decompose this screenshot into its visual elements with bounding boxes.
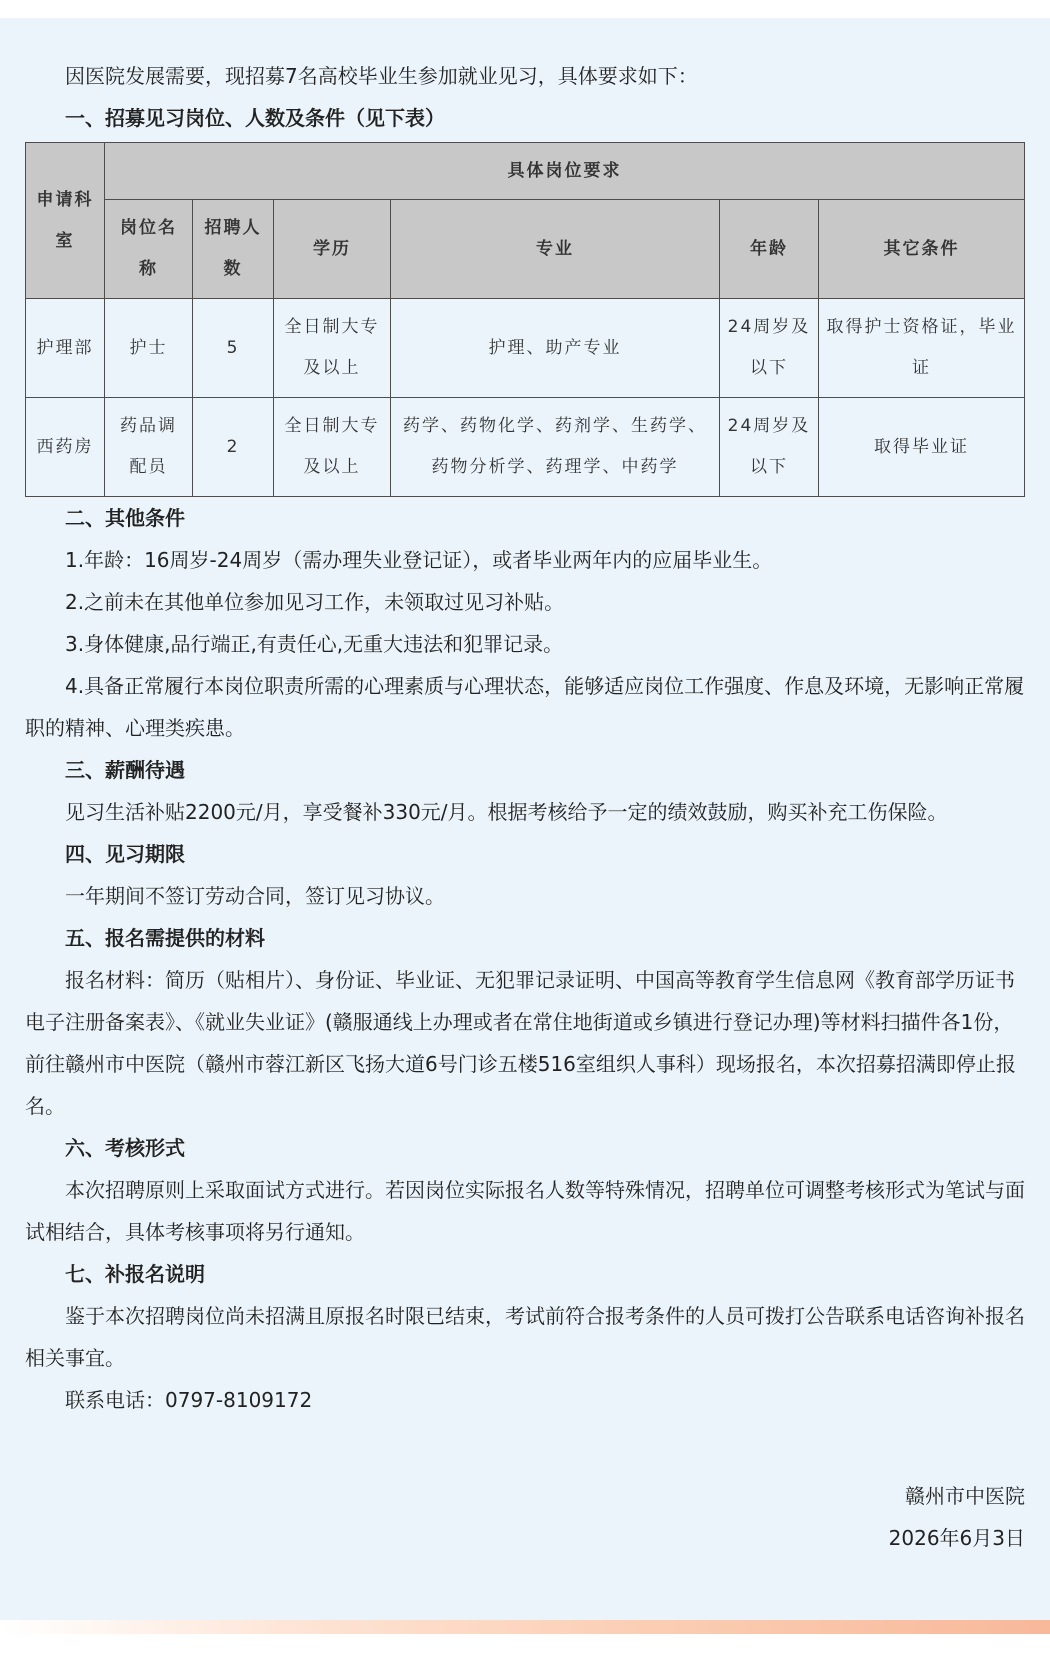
header-group: 具体岗位要求 [105, 143, 1025, 200]
section5-text: 报名材料：简历（贴相片）、身份证、毕业证、无犯罪记录证明、中国高等教育学生信息网《教育部学历证书电子注册备案表》、《就业失业证》(赣服通线上办理或者在常住地街道或乡镇进行登记办理)等材料扫描件各1份，前往赣州市中医院（赣州市蓉江新区飞扬大道6号门诊五楼516室组织人事科）现场报名，本次招募招满即停止报名。 [25, 968, 1016, 1118]
signature-org: 赣州市中医院 [905, 1484, 1025, 1508]
decorative-gradient-strip [0, 1620, 1050, 1634]
cell-position: 护士 [105, 299, 193, 398]
header-major: 专业 [391, 200, 720, 299]
cell-education: 全日制大专及以上 [274, 398, 391, 497]
section4-heading: 四、见习期限 [65, 842, 185, 866]
signature-date: 2026年6月3日 [888, 1526, 1025, 1550]
section3-heading: 三、薪酬待遇 [65, 758, 185, 782]
section7-text: 鉴于本次招聘岗位尚未招满且原报名时限已结束，考试前符合报考条件的人员可拨打公告联系电话咨询补报名相关事宜。 [25, 1304, 1025, 1370]
document-content [25, 55, 1025, 1559]
section3-text: 见习生活补贴2200元/月，享受餐补330元/月。根据考核给予一定的绩效鼓励，购买补充工伤保险。 [65, 800, 948, 824]
section5-heading: 五、报名需提供的材料 [65, 926, 265, 950]
header-dept: 申请科室 [26, 143, 105, 299]
section2-heading: 二、其他条件 [65, 506, 185, 530]
section2-item-2: 2.之前未在其他单位参加见习工作，未领取过见习补贴。 [65, 590, 565, 614]
header-other: 其它条件 [819, 200, 1025, 299]
cell-education: 全日制大专及以上 [274, 299, 391, 398]
cell-dept: 护理部 [26, 299, 105, 398]
header-age: 年龄 [720, 200, 819, 299]
table-row [26, 299, 1025, 398]
cell-count: 2 [193, 398, 274, 497]
header-count: 招聘人数 [193, 200, 274, 299]
section2-item-3: 3.身体健康,品行端正,有责任心,无重大违法和犯罪记录。 [65, 632, 564, 656]
cell-other: 取得护士资格证，毕业证 [819, 299, 1025, 398]
cell-dept: 西药房 [26, 398, 105, 497]
section1-heading: 一、招募见习岗位、人数及条件（见下表） [65, 106, 445, 130]
section7-heading: 七、补报名说明 [65, 1262, 205, 1286]
contact-phone: 联系电话：0797-8109172 [65, 1388, 313, 1412]
intro-paragraph: 因医院发展需要，现招募7名高校毕业生参加就业见习，具体要求如下： [65, 64, 698, 88]
section6-text: 本次招聘原则上采取面试方式进行。若因岗位实际报名人数等特殊情况，招聘单位可调整考核形式为笔试与面试相结合，具体考核事项将另行通知。 [25, 1178, 1025, 1244]
cell-age: 24周岁及以下 [720, 299, 819, 398]
section4-text: 一年期间不签订劳动合同，签订见习协议。 [65, 884, 445, 908]
cell-position: 药品调配员 [105, 398, 193, 497]
spacer [25, 1421, 1025, 1475]
section2-item-1: 1.年龄：16周岁-24周岁（需办理失业登记证），或者毕业两年内的应届毕业生。 [65, 548, 773, 572]
table-header-row [26, 143, 1025, 200]
positions-table [25, 142, 1025, 497]
cell-other: 取得毕业证 [819, 398, 1025, 497]
section6-heading: 六、考核形式 [65, 1136, 185, 1160]
cell-major: 护理、助产专业 [391, 299, 720, 398]
table-row [26, 398, 1025, 497]
cell-count: 5 [193, 299, 274, 398]
cell-age: 24周岁及以下 [720, 398, 819, 497]
section2-item-4: 4.具备正常履行本岗位职责所需的心理素质与心理状态，能够适应岗位工作强度、作息及环境，无影响正常履职的精神、心理类疾患。 [25, 674, 1025, 740]
cell-major: 药学、药物化学、药剂学、生药学、药物分析学、药理学、中药学 [391, 398, 720, 497]
table-subheader-row [26, 200, 1025, 299]
header-position: 岗位名称 [105, 200, 193, 299]
header-education: 学历 [274, 200, 391, 299]
positions-table-wrap [25, 142, 1025, 497]
